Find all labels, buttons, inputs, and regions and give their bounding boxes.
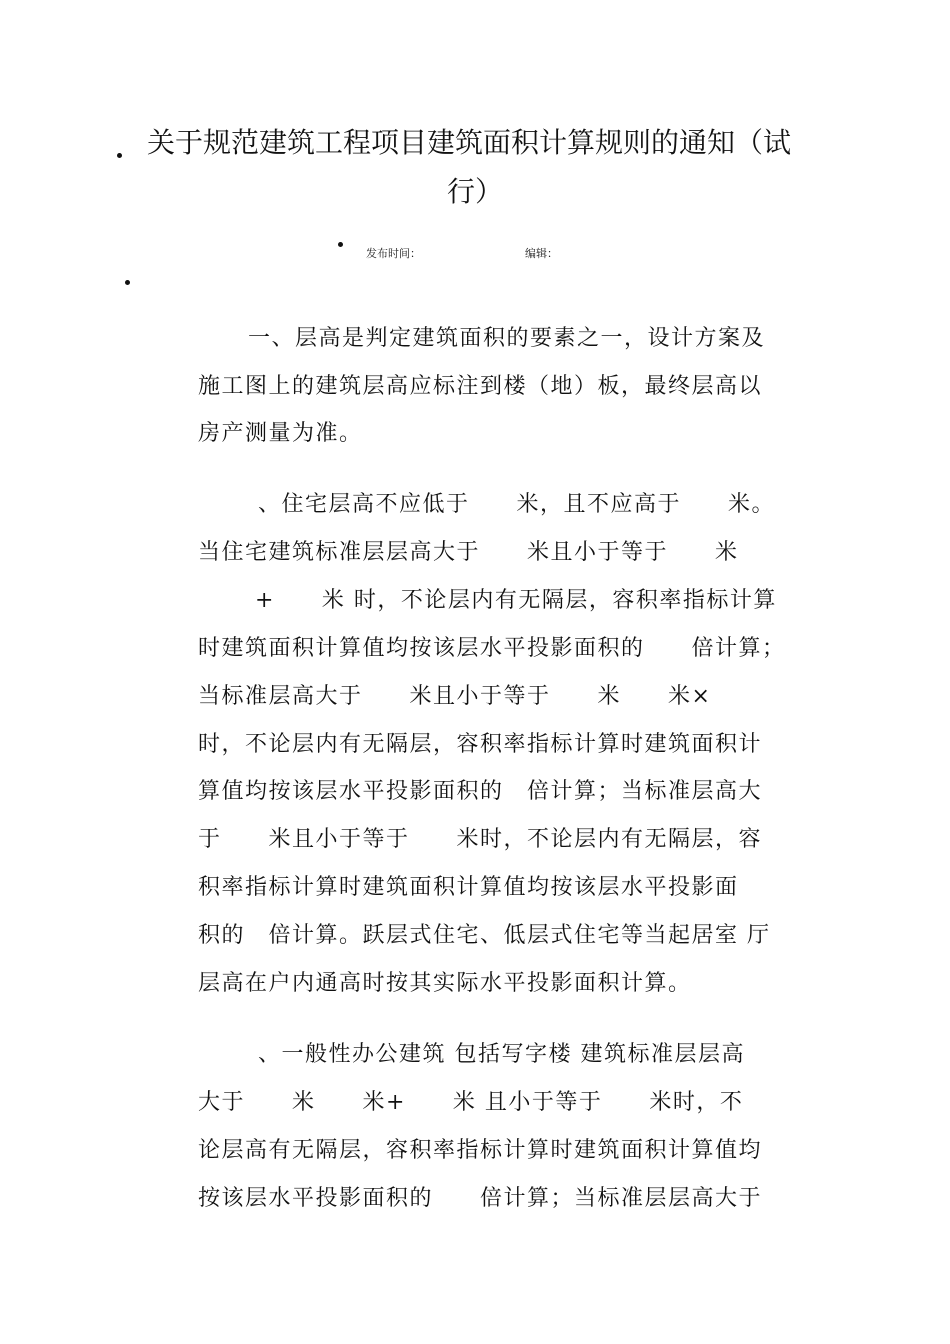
para2-line9: 积率指标计算时建筑面积计算值均按该层水平投影面 bbox=[198, 875, 739, 900]
page-title-line-2: 行） bbox=[447, 175, 504, 208]
para2-line11: 层高在户内通高时按其实际水平投影面积计算。 bbox=[198, 971, 692, 996]
para2-line7: 算值均按该层水平投影面积的 倍计算；当标准层高大 bbox=[198, 779, 763, 804]
para1-line2: 施工图上的建筑层高应标注到楼（地）板，最终层高以 bbox=[198, 374, 763, 399]
para2-line8: 于 米且小于等于 米时，不论层内有无隔层，容 bbox=[198, 827, 763, 852]
page-title-line-1: 关于规范建筑工程项目建筑面积计算规则的通知（试 bbox=[147, 126, 792, 159]
para3-line2: 大于 米 米+ 米 且小于等于 米时，不 bbox=[198, 1090, 744, 1115]
bullet-meta bbox=[338, 242, 343, 247]
para3-line1: 、一般性办公建筑 包括写字楼 建筑标准层层高 bbox=[258, 1042, 745, 1067]
para2-line1: 、住宅层高不应低于 米，且不应高于 米。 bbox=[258, 492, 776, 517]
para1-line3: 房产测量为准。 bbox=[198, 421, 363, 446]
para1-line1: 一、层高是判定建筑面积的要素之一，设计方案及 bbox=[248, 326, 766, 351]
para2-line5: 当标准层高大于 米且小于等于 米 米× bbox=[198, 684, 712, 709]
para2-line10: 积的 倍计算。跃层式住宅、低层式住宅等当起居室 厅 bbox=[198, 923, 771, 948]
editor-label: 编辑： bbox=[525, 247, 558, 260]
para3-line4: 按该层水平投影面积的 倍计算；当标准层层高大于 bbox=[198, 1186, 763, 1211]
para2-line3: + 米 时，不论层内有无隔层，容积率指标计算 bbox=[255, 588, 777, 613]
bullet-title bbox=[117, 153, 122, 158]
publish-time-label: 发布时间： bbox=[366, 247, 421, 260]
bullet-empty bbox=[125, 280, 130, 285]
para2-line6: 时，不论层内有无隔层，容积率指标计算时建筑面积计 bbox=[198, 732, 763, 757]
para2-line2: 当住宅建筑标准层层高大于 米且小于等于 米 bbox=[198, 540, 739, 565]
para2-line4: 时建筑面积计算值均按该层水平投影面积的 倍计算； bbox=[198, 636, 786, 661]
para3-line3: 论层高有无隔层，容积率指标计算时建筑面积计算值均 bbox=[198, 1138, 763, 1163]
